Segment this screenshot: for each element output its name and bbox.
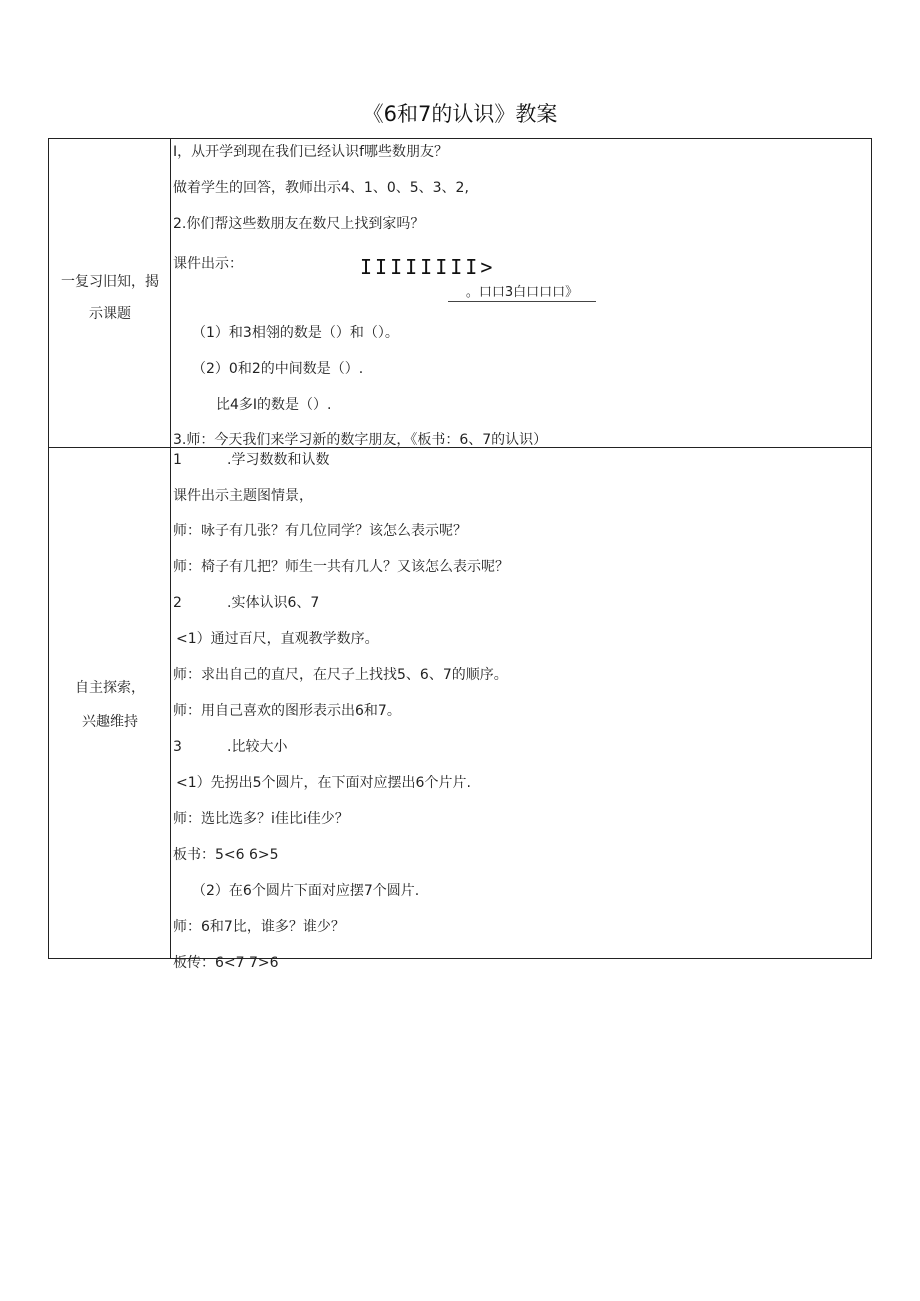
content-line: [173, 918, 345, 936]
step-text: .比较大小: [227, 739, 288, 755]
content-line: [173, 487, 313, 505]
content-line: [176, 774, 471, 792]
step-text: <1）通过百尺，直观教学数序。: [176, 631, 379, 647]
step-text: （2）在6个圆片下面对应摆7个圆片.: [192, 883, 420, 899]
number-ruler: IIIIIIII>: [360, 255, 496, 279]
content-line: [173, 522, 467, 540]
content-line: [176, 630, 379, 648]
step-number: 3: [173, 739, 182, 755]
content-line: 比4多I的数是（）.: [216, 397, 332, 413]
content-line: [173, 846, 279, 864]
step-text: 师：选比选多？i佳比i佳少？: [173, 811, 349, 827]
content-line: 课件出示：: [173, 256, 243, 272]
section-label-cell: [49, 448, 171, 959]
step-text: .实体认识6、7: [227, 595, 320, 611]
content-line: [173, 451, 329, 469]
section-label-cell: [49, 139, 171, 448]
content-line: [173, 810, 349, 828]
content-line: 2.你们帮这些数朋友在数尺上找到家吗？: [173, 216, 425, 232]
step-text: 师：椅子有几把？师生一共有几人？又该怎么表示呢？: [173, 559, 509, 575]
step-text: 师：6和7比，谁多？谁少？: [173, 919, 345, 935]
step-number: 2: [173, 595, 182, 611]
content-line: [173, 666, 508, 684]
section-label-line: 兴趣维持: [82, 714, 138, 730]
content-line: [173, 594, 319, 612]
section-label-line: 示课题: [89, 306, 131, 322]
step-text: 师：咏子有几张？有几位同学？该怎么表示呢？: [173, 523, 467, 539]
step-text: 板传：6<7 7>6: [173, 955, 279, 971]
step-text: 师：求出自己的直尺，在尺子上找找5、6、7的顺序。: [173, 667, 508, 683]
content-line: 做着学生的回答，教师出示4、1、0、5、3、2,: [173, 180, 469, 196]
content-line: [192, 882, 419, 900]
step-text: <1）先拐出5个圆片，在下面对应摆出6个片片.: [176, 775, 471, 791]
content-line: [173, 738, 287, 756]
step-text: 板书：5<6 6>5: [173, 847, 279, 863]
content-line: [173, 954, 279, 971]
content-line: [173, 702, 401, 720]
content-line: I，从开学到现在我们已经认识f哪些数朋友？: [173, 144, 449, 160]
step-text: 课件出示主题图情景，: [173, 488, 313, 504]
step-text: .学习数数和认数: [227, 452, 330, 468]
document-title: 《6和7的认识》教案: [362, 102, 558, 126]
clipped-line-wrapper: [173, 428, 863, 448]
content-line: [173, 558, 509, 576]
step-text: 师：用自己喜欢的图形表示出6和7。: [173, 703, 401, 719]
section-label-line: 一复习旧知，揭: [61, 274, 159, 290]
number-ruler-labels: 。口口3白口口口》: [448, 281, 596, 302]
step-number: 1: [173, 452, 182, 468]
section-label-line: 自主探索，: [75, 680, 145, 696]
content-line: （1）和3相翎的数是（）和（）。: [192, 325, 399, 341]
content-line: 3.师：今天我们来学习新的数字朋友，《板书：6、7的认识）: [173, 432, 548, 448]
content-line: （2）0和2的中间数是（）.: [192, 361, 364, 377]
